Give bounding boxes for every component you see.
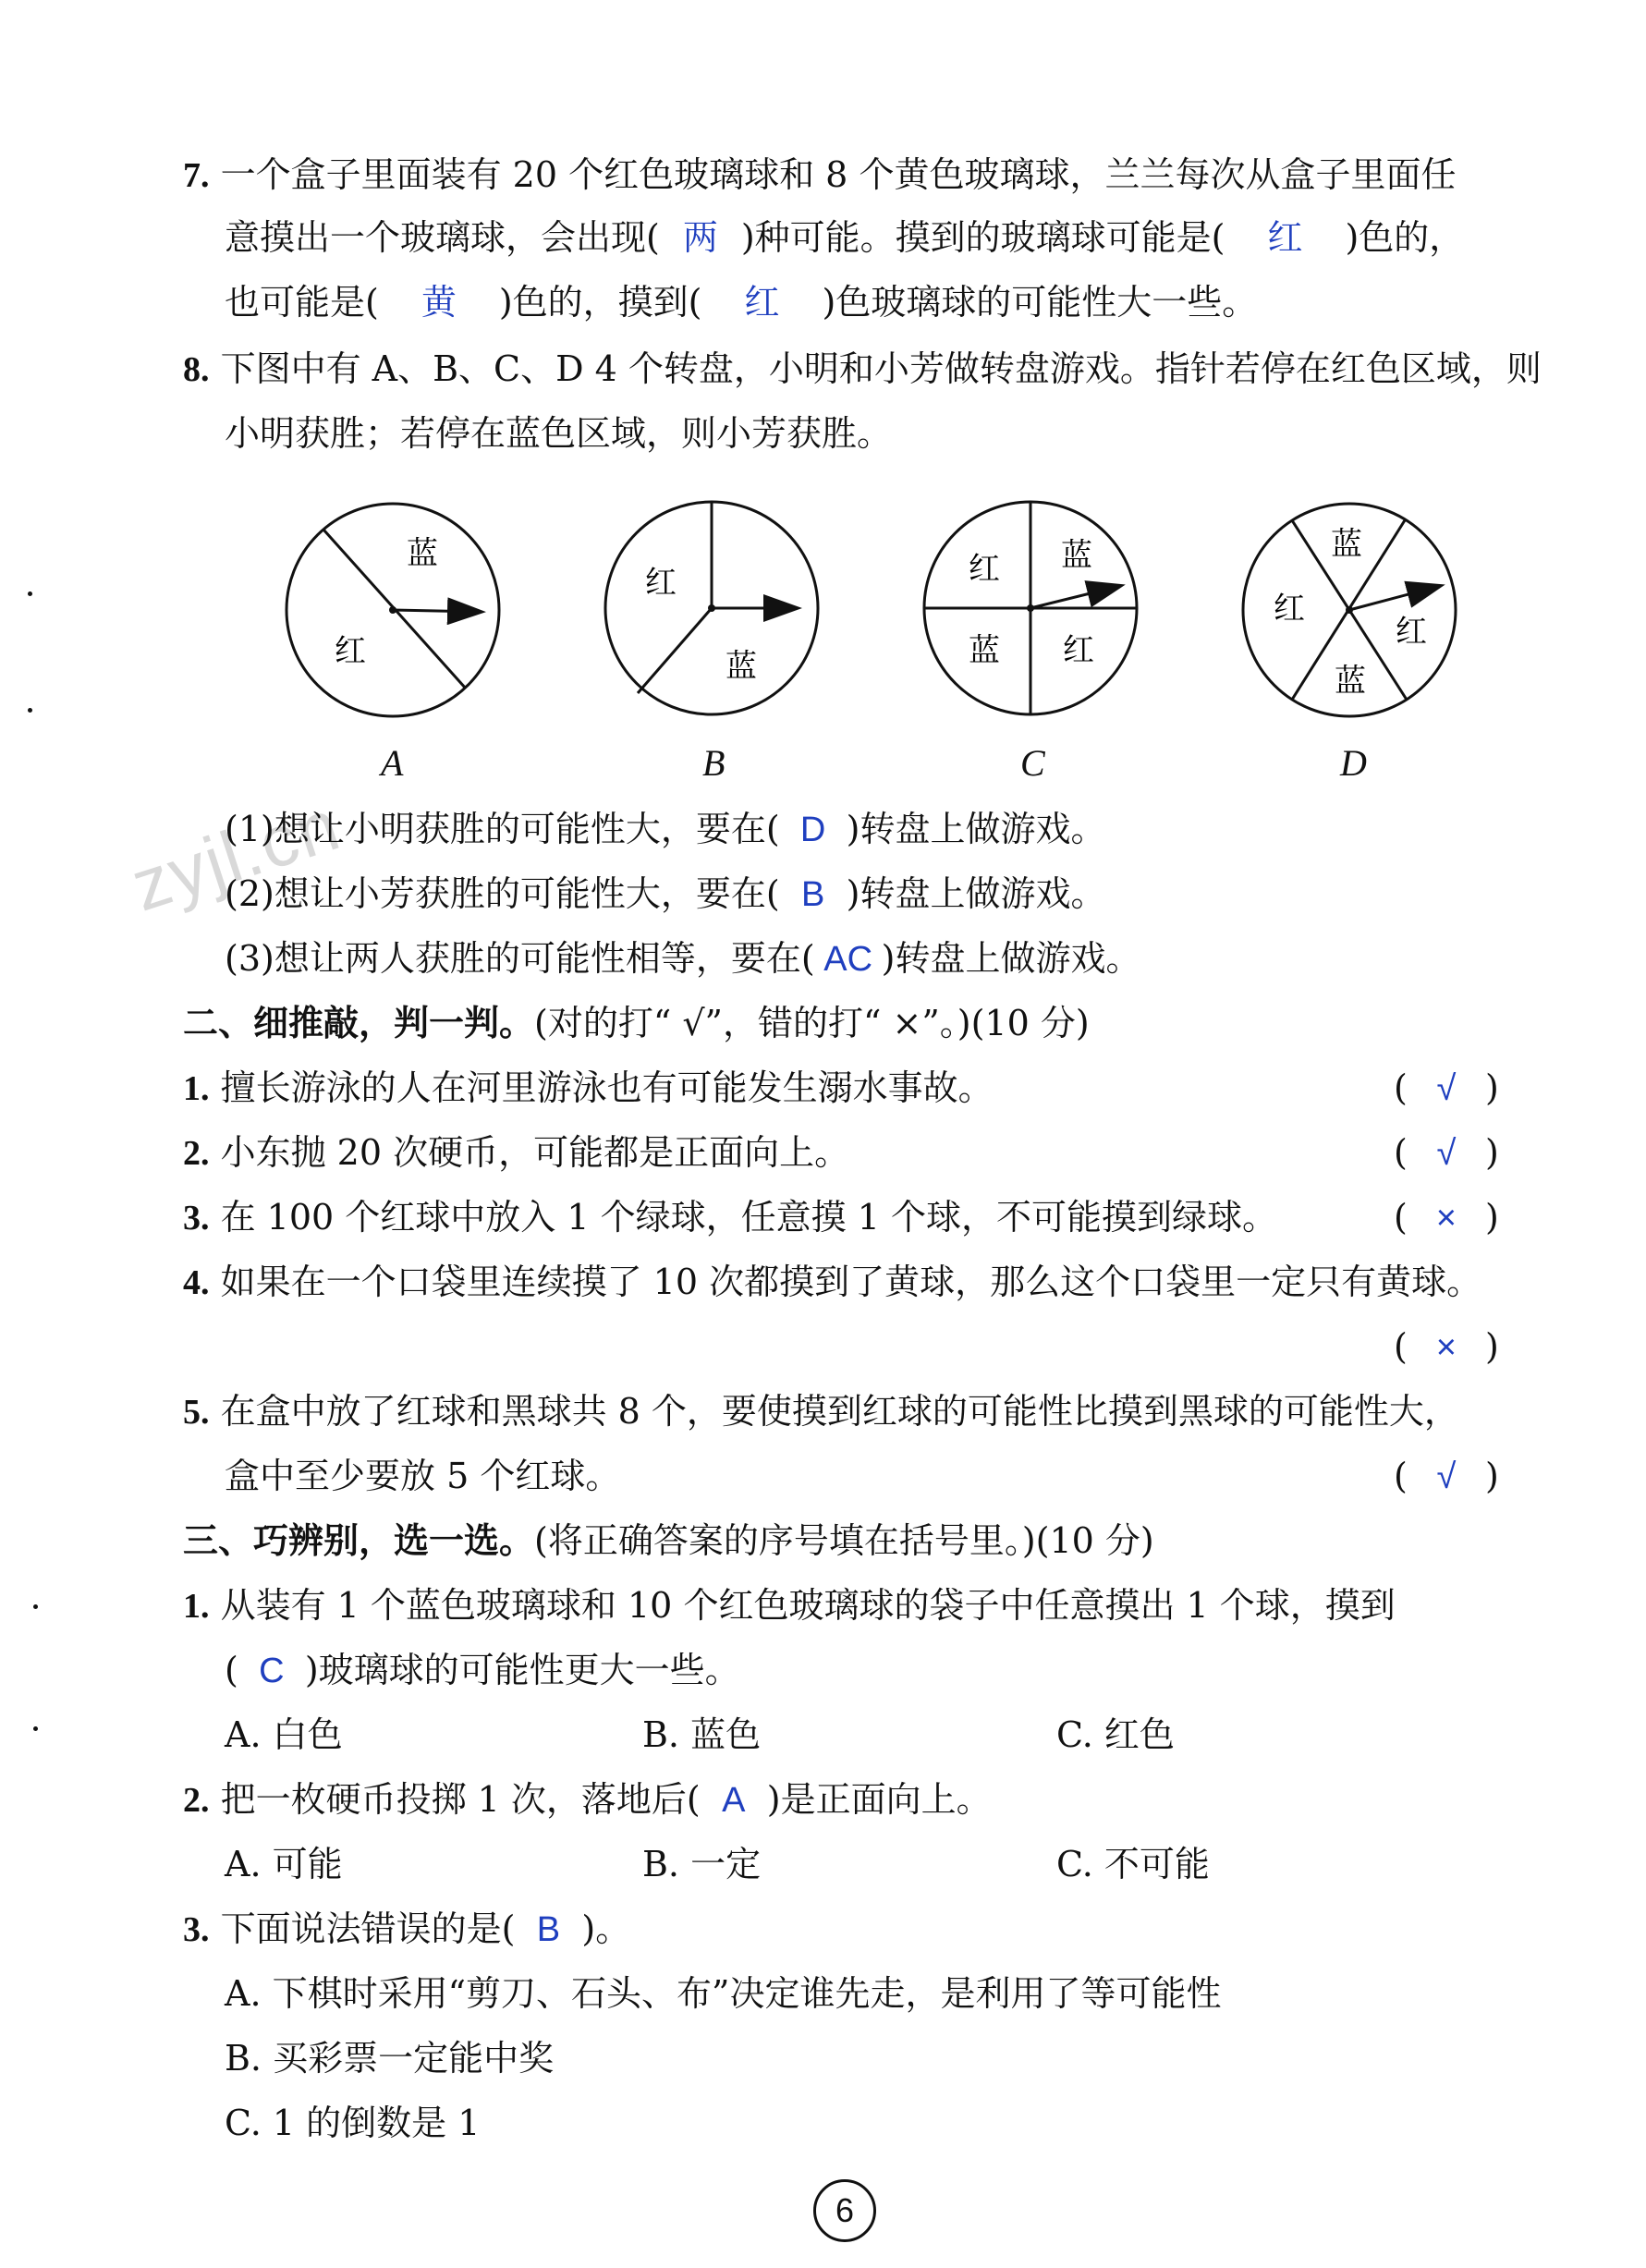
q8-sub1 — [225, 811, 1105, 847]
margin-speck — [33, 1726, 38, 1731]
q7-answer-4: 红 — [744, 284, 780, 323]
choice-q1-line2 — [225, 1652, 740, 1689]
choice-q2-text-b: )是正面向上。 — [766, 1779, 992, 1820]
choice-q3-line — [183, 1908, 631, 1949]
choice-q1-text-1: 从装有 1 个蓝色玻璃球和 10 个红色玻璃球的袋子中任意摸出 1 个球，摸到 — [220, 1585, 1396, 1626]
choice-q1-answer: C — [259, 1652, 285, 1690]
q7-answer-2: 红 — [1267, 219, 1303, 258]
choice-q1-option-b: B. 蓝色 — [642, 1714, 762, 1755]
spinner-d-region-3: 红 — [1396, 614, 1427, 651]
q7-answer-3: 黄 — [421, 284, 457, 323]
q8-sub2-text-b: )转盘上做游戏。 — [846, 873, 1106, 914]
choice-q3-option-b: B. 买彩票一定能中奖 — [225, 2038, 555, 2079]
q8-sub1-answer: D — [799, 811, 826, 849]
judge-item-2-bracket: ( √ ) — [1394, 1132, 1499, 1173]
choice-q3-option-c: C. 1 的倒数是 1 — [225, 2103, 481, 2143]
q8-number: 8. — [183, 350, 210, 389]
q8-sub2-text-a: (2)想让小芳获胜的可能性大，要在( — [225, 873, 780, 914]
section-2-heading — [183, 1002, 1090, 1043]
judge-item-2-text: 小东抛 20 次硬币，可能都是正面向上。 — [220, 1132, 850, 1173]
spinner-c-label: C — [1020, 742, 1045, 784]
choice-q2-option-c: C. 不可能 — [1056, 1844, 1210, 1884]
q7-line3 — [225, 282, 1258, 323]
margin-speck — [28, 708, 32, 713]
q7-answer-1: 两 — [682, 219, 718, 258]
judge-item-1-text: 擅长游泳的人在河里游泳也有可能发生溺水事故。 — [220, 1067, 994, 1108]
spinner-d-region-2: 红 — [1274, 591, 1305, 628]
margin-speck — [28, 591, 32, 596]
q8-sub1-text-b: )转盘上做游戏。 — [846, 809, 1106, 849]
q7-line2 — [225, 217, 1465, 258]
section-3-note: (将正确答案的序号填在括号里。)(10 分) — [534, 1520, 1154, 1561]
q8-sub3 — [225, 938, 1141, 979]
spinner-figure — [0, 490, 1646, 767]
q7-number: 7. — [183, 156, 210, 195]
q8-text-2: 小明获胜；若停在蓝色区域，则小芳获胜。 — [225, 413, 893, 454]
choice-q2-text-a: 把一枚硬币投掷 1 次，落地后( — [220, 1779, 701, 1820]
judge-item-5-text-2: 盒中至少要放 5 个红球。 — [225, 1456, 621, 1496]
choice-q1-text-2a: ( — [225, 1650, 238, 1690]
judge-item-1-answer: √ — [1436, 1069, 1457, 1108]
q7-text-1: 一个盒子里面装有 20 个红色玻璃球和 8 个黄色玻璃球，兰兰每次从盒子里面任 — [220, 154, 1457, 195]
spinner-d-region-4: 蓝 — [1335, 663, 1366, 700]
q7-text-2c: )色的， — [1345, 217, 1465, 258]
choice-q2-answer: A — [722, 1781, 746, 1820]
spinner-c — [924, 502, 1137, 714]
spinner-a — [287, 504, 499, 716]
choice-q2-option-a: A. 可能 — [225, 1844, 343, 1884]
choice-q3-option-a: A. 下棋时采用“剪刀、石头、布”决定谁先走，是利用了等可能性 — [225, 1973, 1222, 2014]
judge-item-4 — [183, 1264, 1481, 1300]
q7-text-3c: )色玻璃球的可能性大一些。 — [822, 282, 1258, 323]
judge-item-1 — [183, 1067, 994, 1108]
section-2-title: 二、细推敲，判一判。 — [183, 1002, 535, 1043]
judge-item-3-text: 在 100 个红球中放入 1 个绿球，任意摸 1 个球，不可能摸到绿球。 — [220, 1197, 1277, 1238]
spinner-c-region-1: 红 — [969, 551, 1000, 588]
spinner-a-region-2: 红 — [335, 633, 366, 670]
q7-text-2a: 意摸出一个玻璃球，会出现( — [225, 217, 660, 258]
choice-q3-text-a: 下面说法错误的是( — [220, 1908, 516, 1949]
spinner-a-label: A — [381, 742, 404, 784]
watermark: zyjl.cn — [121, 783, 350, 927]
section-3-heading — [183, 1519, 1154, 1561]
judge-item-4-bracket: ( × ) — [1394, 1326, 1499, 1367]
judge-item-1-number: 1. — [183, 1069, 210, 1108]
judge-item-4-text: 如果在一个口袋里连续摸了 10 次都摸到了黄球，那么这个口袋里一定只有黄球。 — [220, 1262, 1482, 1302]
section-3-title: 三、巧辨别，选一选。 — [183, 1519, 535, 1561]
choice-q3-number: 3. — [183, 1910, 210, 1949]
q8-line2 — [225, 413, 893, 454]
spinner-d-region-1: 蓝 — [1331, 526, 1362, 563]
judge-item-5-number: 5. — [183, 1393, 210, 1432]
q8-sub3-answer: AC — [823, 940, 873, 979]
choice-q1-option-a: A. 白色 — [225, 1714, 343, 1755]
choice-q1-number: 1. — [183, 1587, 210, 1626]
spinner-b-region-1: 红 — [645, 565, 677, 602]
q7-text-3b: )色的，摸到( — [498, 282, 702, 323]
choice-q1-line1 — [183, 1585, 1396, 1626]
page-number: 6 — [813, 2179, 876, 2242]
choice-q1-option-c: C. 红色 — [1056, 1714, 1175, 1755]
judge-item-5-bracket: ( √ ) — [1394, 1456, 1499, 1496]
spinner-b-label: B — [702, 742, 725, 784]
spinner-a-region-1: 蓝 — [407, 535, 438, 572]
judge-item-5-line2 — [225, 1458, 620, 1494]
q7-text-3a: 也可能是( — [225, 282, 379, 323]
judge-item-3 — [183, 1197, 1277, 1238]
judge-item-3-bracket: ( × ) — [1394, 1197, 1499, 1238]
q8-sub1-text-a: (1)想让小明获胜的可能性大，要在( — [225, 809, 780, 849]
q8-sub3-text-a: (3)想让两人获胜的可能性相等，要在( — [225, 938, 815, 979]
judge-item-3-number: 3. — [183, 1199, 210, 1238]
q8-text-1: 下图中有 A、B、C、D 4 个转盘，小明和小芳做转盘游戏。指针若停在红色区域，则 — [220, 348, 1542, 389]
choice-q3-text-b: )。 — [581, 1908, 631, 1949]
q8-line1 — [183, 348, 1542, 389]
choice-q3-answer: B — [536, 1910, 561, 1949]
judge-item-1-bracket: ( √ ) — [1394, 1067, 1499, 1108]
choice-q2-number: 2. — [183, 1781, 210, 1820]
choice-q2-option-b: B. 一定 — [642, 1844, 762, 1884]
spinner-c-region-2: 蓝 — [1061, 537, 1092, 574]
judge-item-2 — [183, 1132, 850, 1173]
choice-q2-line — [183, 1779, 992, 1820]
judge-item-5 — [183, 1391, 1459, 1432]
judge-item-5-text: 在盒中放了红球和黑球共 8 个，要使摸到红球的可能性比摸到黑球的可能性大， — [220, 1391, 1459, 1432]
judge-item-4-answer: × — [1435, 1328, 1457, 1367]
section-2-note: (对的打“ √”，错的打“ ×”。)(10 分) — [534, 1003, 1090, 1043]
judge-item-5-answer: √ — [1436, 1457, 1457, 1496]
choice-q1-text-2b: )玻璃球的可能性更大一些。 — [304, 1650, 740, 1690]
judge-item-3-answer: × — [1435, 1199, 1457, 1238]
spinner-d — [1243, 504, 1456, 716]
spinner-c-region-4: 红 — [1063, 632, 1094, 669]
q7-line1 — [183, 154, 1457, 195]
margin-speck — [33, 1604, 38, 1609]
q8-sub2 — [225, 873, 1106, 914]
q7-text-2b: )种可能。摸到的玻璃球可能是( — [740, 217, 1225, 258]
spinner-b-region-2: 蓝 — [725, 648, 757, 685]
spinner-d-label: D — [1340, 742, 1367, 784]
judge-item-2-answer: √ — [1436, 1134, 1457, 1173]
q8-sub3-text-b: )转盘上做游戏。 — [881, 938, 1141, 979]
judge-item-2-number: 2. — [183, 1134, 210, 1173]
judge-item-4-number: 4. — [183, 1263, 210, 1302]
spinner-c-region-3: 蓝 — [969, 632, 1000, 669]
q8-sub2-answer: B — [800, 875, 825, 914]
spinner-b — [605, 502, 818, 714]
